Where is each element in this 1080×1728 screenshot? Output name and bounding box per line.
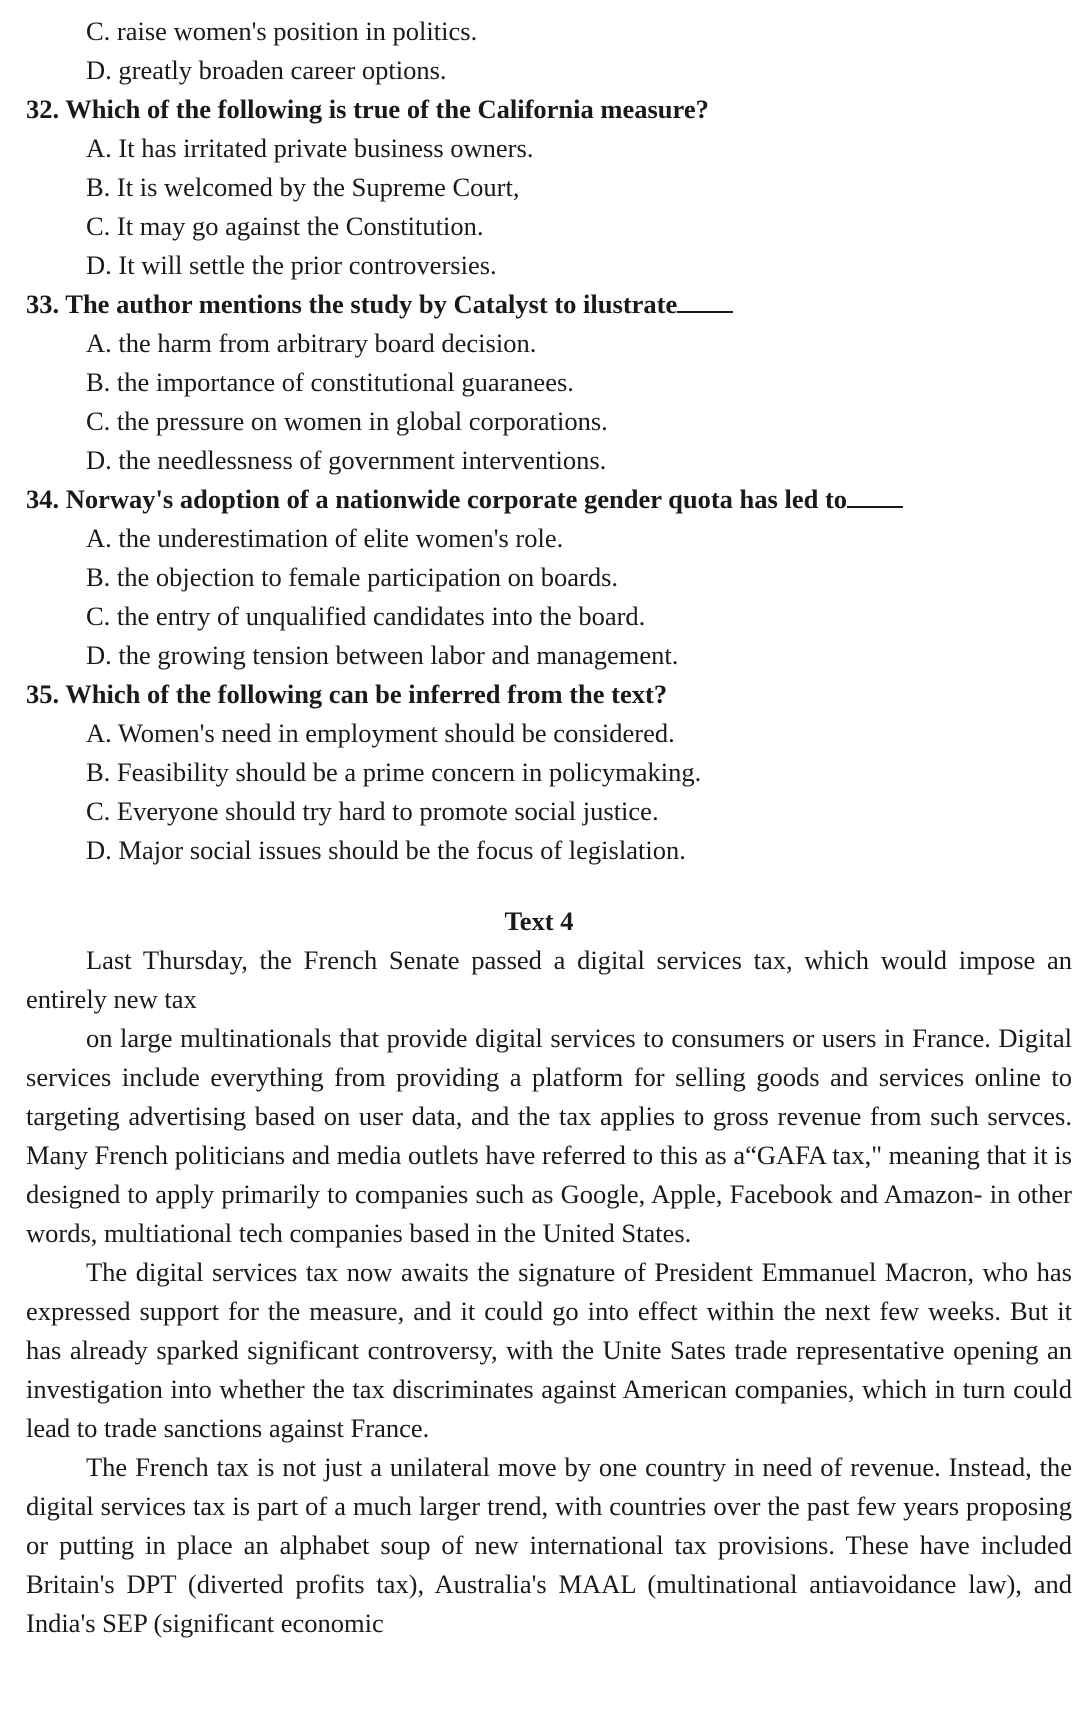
- question-34-stem: 34. Norway's adoption of a nationwide corporate gender quota has led to: [26, 484, 848, 514]
- answer-blank: [847, 484, 903, 508]
- q33-option-b: B. the importance of constitutional guaranees.: [86, 367, 574, 397]
- text-4-paragraph-1b: on large multinationals that provide digital services to consumers or users in France. Digital services include everything from providing a platform for selling goods and services online to targeting advertising based on user data, and the tax applies to gross revenue from such servces. Many French politicians and media outlets have referred to this as a“GAFA tax," meaning that it is designed to apply primarily to companies such as Google, Apple, Facebook and Amazon- in other words, multiational tech companies based in the United States.: [26, 1023, 1072, 1248]
- text-4-paragraph-3: The French tax is not just a unilateral move by one country in need of revenue. Instead, the digital services tax is part of a much larger trend, with countries over the past few years proposing or putting in place an alphabet soup of new international tax provisions. These have included Britain's DPT (diverted profits tax), Australia's MAAL (multinational antiavoidance law), and India's SEP (significant economic: [26, 1452, 1072, 1638]
- question-35: 35. Which of the following can be inferred from the text?: [26, 679, 668, 709]
- q35-option-c: C. Everyone should try hard to promote social justice.: [86, 796, 659, 826]
- q35-option-b: B. Feasibility should be a prime concern in policymaking.: [86, 757, 702, 787]
- section-spacer: [26, 870, 1080, 902]
- question-33-stem: 33. The author mentions the study by Catalyst to ilustrate: [26, 289, 678, 319]
- q33-option-c: C. the pressure on women in global corporations.: [86, 406, 608, 436]
- q34-option-d: D. the growing tension between labor and management.: [86, 640, 679, 670]
- q34-option-b: B. the objection to female participation on boards.: [86, 562, 619, 592]
- q32-option-b: B. It is welcomed by the Supreme Court,: [86, 172, 520, 202]
- question-32: 32. Which of the following is true of the California measure?: [26, 94, 709, 124]
- text-4-paragraph-2: The digital services tax now awaits the signature of President Emmanuel Macron, who has expressed support for the measure, and it could go into effect within the next few weeks. But it has already sparked significant controversy, with the Unite Sates trade representative opening an investigation into whether the tax discriminates against American companies, which in turn could lead to trade sanctions against France.: [26, 1257, 1072, 1443]
- q35-option-d: D. Major social issues should be the focus of legislation.: [86, 835, 686, 865]
- text-4-paragraph-1a: Last Thursday, the French Senate passed a digital services tax, which would impose an entirely new tax: [26, 945, 1072, 1014]
- question-34: [26, 480, 1080, 519]
- q34-option-a: A. the underestimation of elite women's role.: [86, 523, 564, 553]
- q33-option-a: A. the harm from arbitrary board decision.: [86, 328, 537, 358]
- q32-option-c: C. It may go against the Constitution.: [86, 211, 484, 241]
- q35-option-a: A. Women's need in employment should be considered.: [86, 718, 675, 748]
- text-4-title: Text 4: [504, 906, 574, 936]
- q34-option-c: C. the entry of unqualified candidates into the board.: [86, 601, 646, 631]
- option-d: D. greatly broaden career options.: [86, 55, 447, 85]
- answer-blank: [677, 289, 733, 313]
- option-c: C. raise women's position in politics.: [86, 16, 478, 46]
- q32-option-d: D. It will settle the prior controversies.: [86, 250, 497, 280]
- q32-option-a: A. It has irritated private business owners.: [86, 133, 534, 163]
- question-33: [26, 285, 1080, 324]
- q33-option-d: D. the needlessness of government interventions.: [86, 445, 607, 475]
